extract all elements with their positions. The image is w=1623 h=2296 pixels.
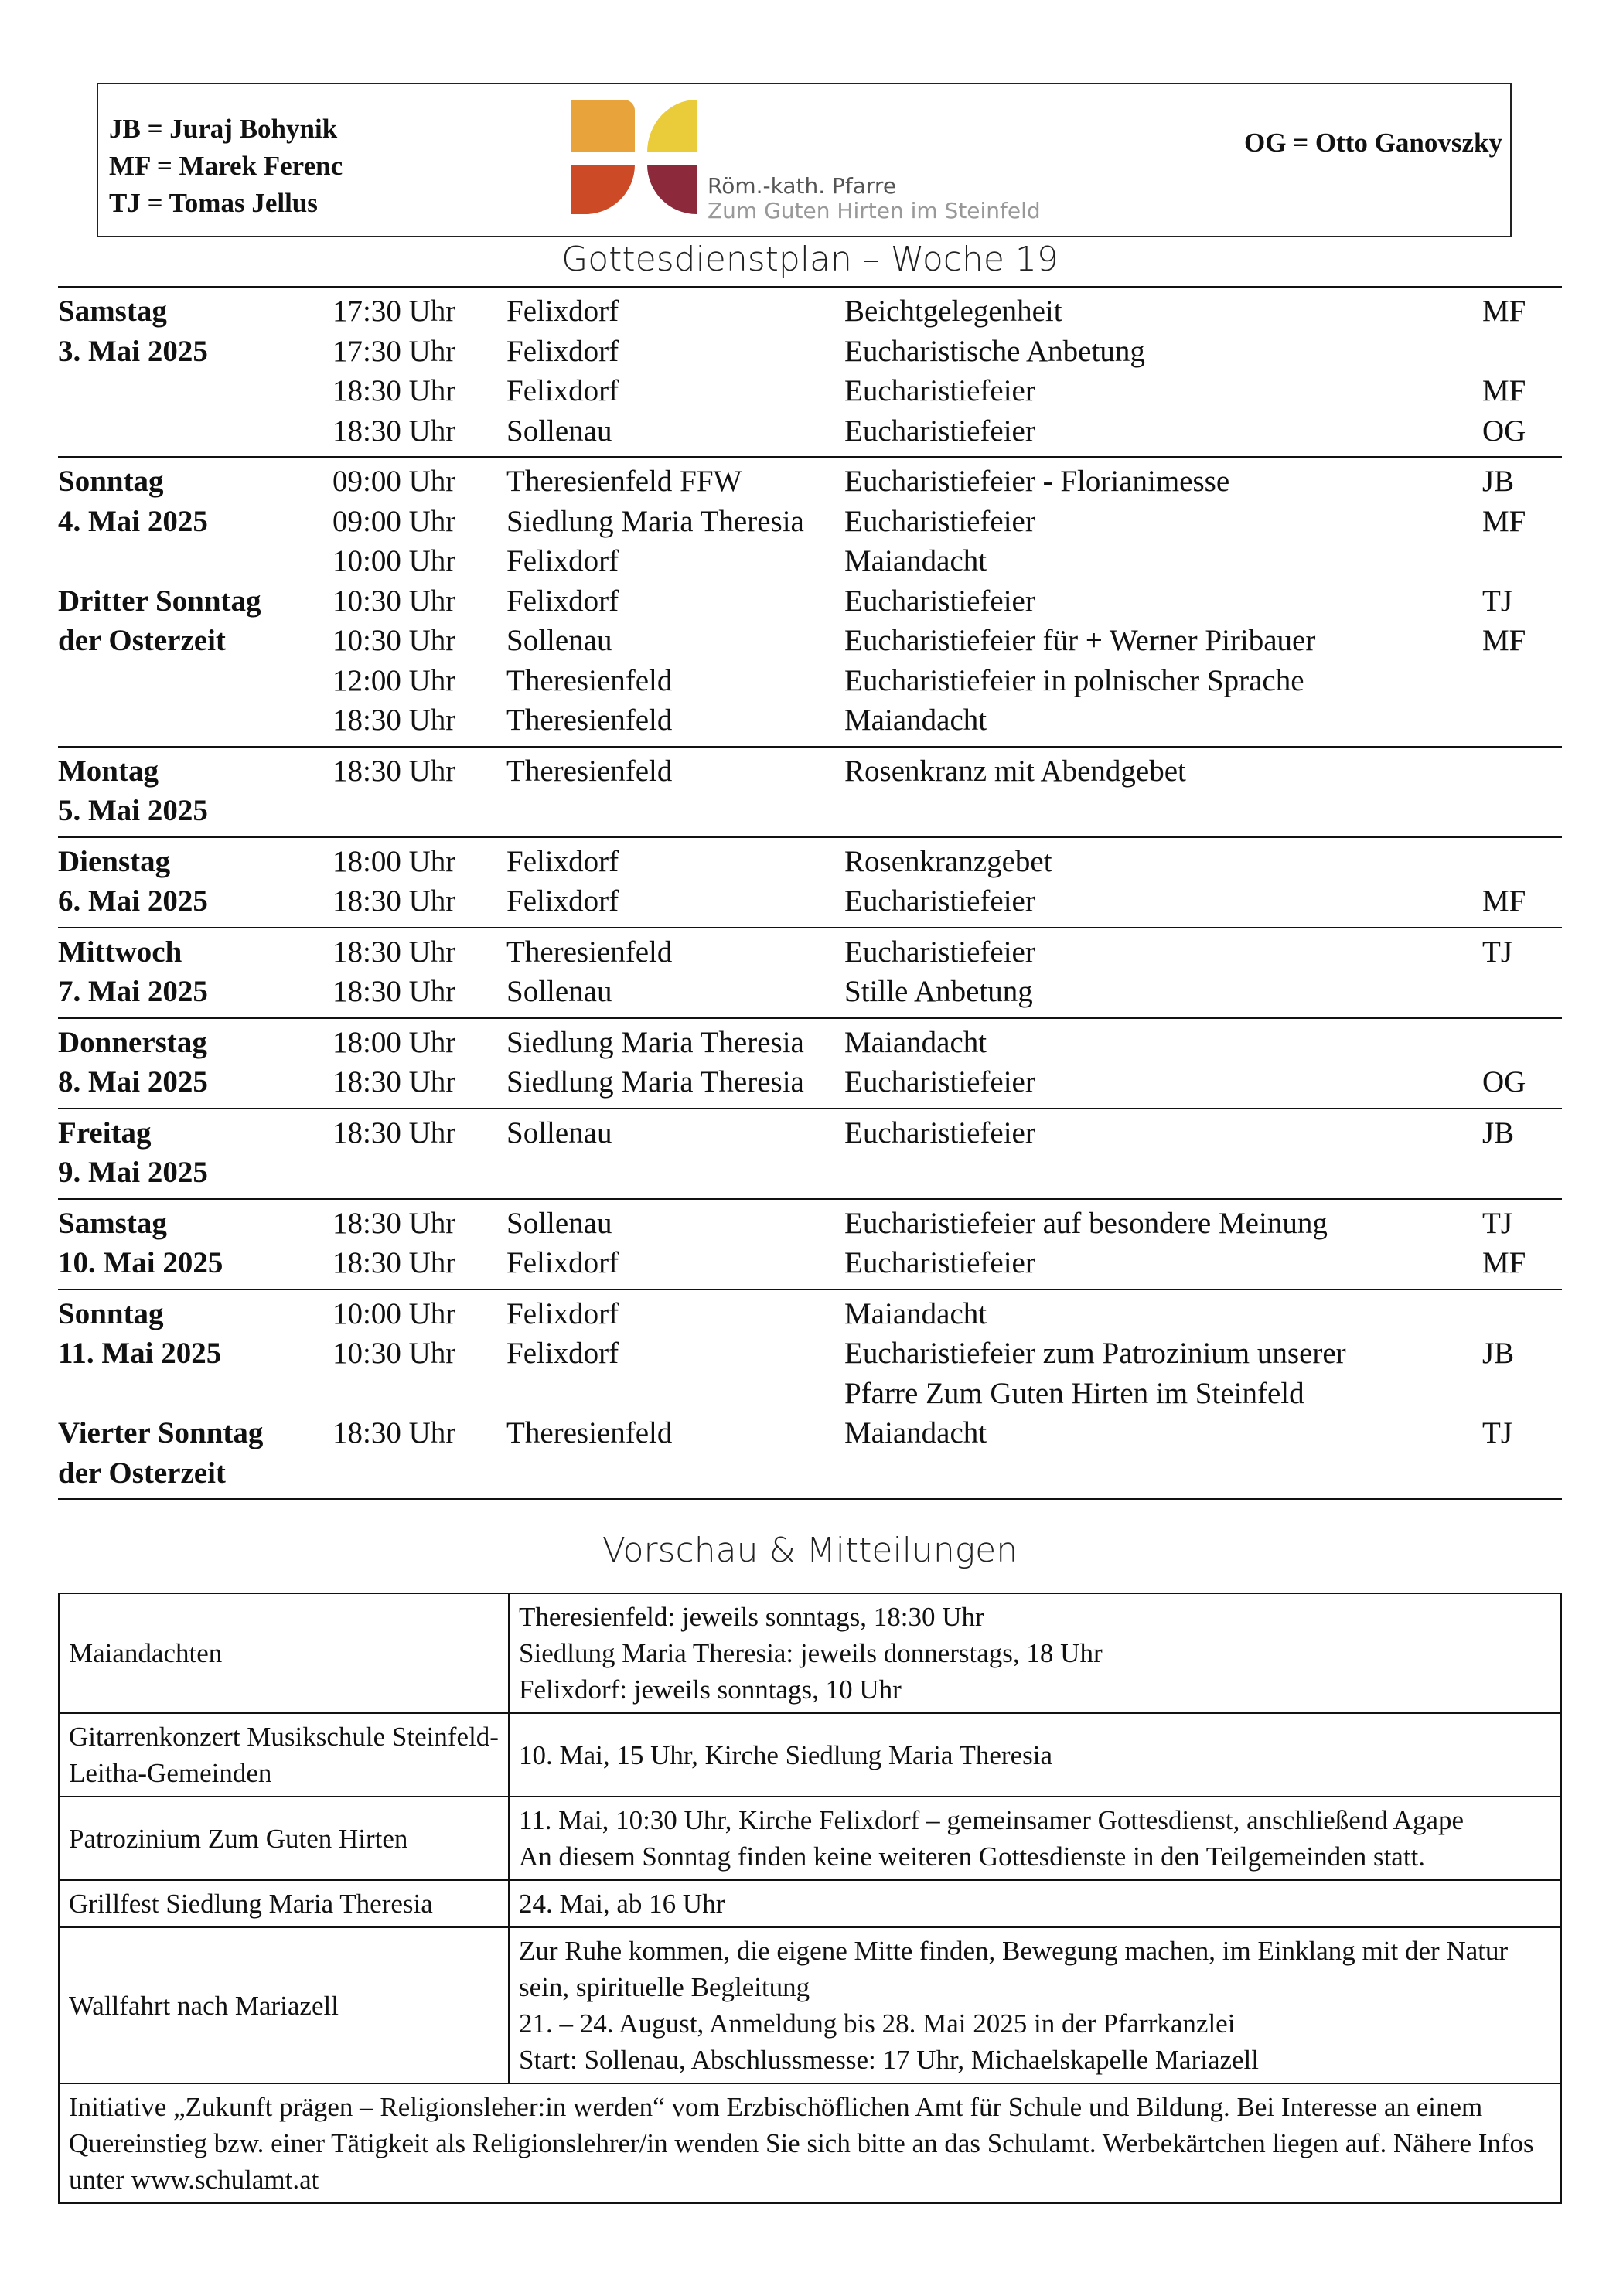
- schedule-row: [58, 334, 1562, 374]
- service-time: 18:30 Uhr: [332, 975, 456, 1008]
- day-label: Vierter Sonntag: [58, 1416, 264, 1449]
- service-description: Eucharistiefeier: [844, 374, 1035, 407]
- day-group: [58, 1290, 1562, 1501]
- service-time: 12:00 Uhr: [332, 663, 456, 697]
- footer-notice-row: [59, 2083, 1561, 2203]
- notice-row: [59, 1797, 1561, 1880]
- schedule-row: [58, 884, 1562, 924]
- notice-line: 11. Mai, 10:30 Uhr, Kirche Felixdorf – gemeinsamer Gottesdienst, anschließend Agape: [519, 1805, 1464, 1835]
- schedule-row: [58, 1336, 1562, 1376]
- celebrant: JB: [1482, 1337, 1515, 1370]
- notice-content: [509, 1713, 1561, 1797]
- day-label: Sonntag: [58, 465, 164, 498]
- day-group: [58, 288, 1562, 458]
- service-place: Siedlung Maria Theresia: [506, 504, 804, 538]
- day-label: 8. Mai 2025: [58, 1065, 208, 1099]
- celebrant: OG: [1482, 414, 1526, 448]
- notice-label: Patrozinium Zum Guten Hirten: [59, 1797, 509, 1880]
- service-description: Eucharistiefeier - Florianimesse: [844, 465, 1230, 498]
- day-group: [58, 1019, 1562, 1109]
- service-description: Maiandacht: [844, 1416, 987, 1449]
- day-group: [58, 1109, 1562, 1200]
- service-place: Theresienfeld FFW: [506, 465, 742, 498]
- schedule-row: [58, 754, 1562, 794]
- service-time: 18:00 Uhr: [332, 1025, 456, 1059]
- service-place: Felixdorf: [506, 1337, 619, 1370]
- service-place: Felixdorf: [506, 584, 619, 618]
- day-label: 5. Mai 2025: [58, 794, 208, 827]
- service-time: 10:30 Uhr: [332, 624, 456, 657]
- day-group: [58, 748, 1562, 838]
- abbreviation-og: OG = Otto Ganovszky: [1244, 128, 1502, 158]
- service-place: Sollenau: [506, 1116, 612, 1150]
- schedule-row: [58, 504, 1562, 544]
- service-description: Maiandacht: [844, 1296, 987, 1330]
- service-place: Felixdorf: [506, 544, 619, 577]
- notice-line: Siedlung Maria Theresia: jeweils donnerstags, 18 Uhr: [519, 1638, 1103, 1668]
- schedule-row: [58, 414, 1562, 454]
- service-time: 18:30 Uhr: [332, 414, 456, 448]
- service-description: Pfarre Zum Guten Hirten im Steinfeld: [844, 1376, 1304, 1410]
- service-time: 18:30 Uhr: [332, 1116, 456, 1150]
- service-time: 09:00 Uhr: [332, 504, 456, 538]
- celebrant: MF: [1482, 884, 1526, 918]
- notices-table: [58, 1593, 1562, 2204]
- day-label: 3. Mai 2025: [58, 334, 208, 368]
- day-group: [58, 1200, 1562, 1290]
- notice-line: Zur Ruhe kommen, die eigene Mitte finden, Bewegung machen, im Einklang mit der Natur sein, spirituelle Begleitung: [519, 1936, 1509, 2002]
- service-schedule: [58, 286, 1562, 1500]
- notice-line: 21. – 24. August, Anmeldung bis 28. Mai 2025 in der Pfarrkanzlei: [519, 2008, 1236, 2039]
- service-description: Eucharistiefeier zum Patrozinium unserer: [844, 1337, 1346, 1370]
- day-label: 10. Mai 2025: [58, 1246, 223, 1279]
- service-place: Theresienfeld: [506, 754, 673, 788]
- notice-content: [509, 1593, 1561, 1713]
- service-description: Eucharistiefeier: [844, 1116, 1035, 1150]
- day-label: Samstag: [58, 295, 167, 328]
- service-description: Eucharistiefeier in polnischer Sprache: [844, 663, 1304, 697]
- service-description: Eucharistiefeier: [844, 584, 1035, 618]
- schedule-row: [58, 935, 1562, 975]
- service-description: Eucharistiefeier: [844, 504, 1035, 538]
- service-time: 18:30 Uhr: [332, 703, 456, 737]
- service-time: 10:00 Uhr: [332, 544, 456, 577]
- logo-block-bottom-left: [571, 165, 635, 214]
- notice-line: 10. Mai, 15 Uhr, Kirche Siedlung Maria Theresia: [519, 1739, 1053, 1770]
- schedule-row: [58, 974, 1562, 1014]
- notices-title: Vorschau & Mitteilungen: [602, 1531, 1018, 1570]
- service-time: 10:30 Uhr: [332, 584, 456, 618]
- abbreviation-jb: JB = Juraj Bohynik: [109, 114, 338, 144]
- day-label: Donnerstag: [58, 1025, 207, 1059]
- schedule-row: [58, 294, 1562, 334]
- service-time: 18:30 Uhr: [332, 1206, 456, 1240]
- celebrant: MF: [1482, 1246, 1526, 1279]
- service-time: 18:30 Uhr: [332, 754, 456, 788]
- day-label: 11. Mai 2025: [58, 1337, 222, 1370]
- notice-label: Grillfest Siedlung Maria Theresia: [59, 1880, 509, 1927]
- service-place: Felixdorf: [506, 1246, 619, 1279]
- service-place: Siedlung Maria Theresia: [506, 1065, 804, 1099]
- service-description: Maiandacht: [844, 1025, 987, 1059]
- day-label: Dritter Sonntag: [58, 584, 261, 618]
- service-time: 10:00 Uhr: [332, 1296, 456, 1330]
- service-place: Siedlung Maria Theresia: [506, 1025, 804, 1059]
- service-description: Eucharistiefeier auf besondere Meinung: [844, 1206, 1328, 1240]
- day-label: 4. Mai 2025: [58, 504, 208, 538]
- schedule-row: [58, 623, 1562, 663]
- schedule-row: [58, 793, 1562, 833]
- service-place: Theresienfeld: [506, 1416, 673, 1449]
- day-group: [58, 458, 1562, 748]
- notice-row: [59, 1927, 1561, 2083]
- schedule-row: [58, 1116, 1562, 1156]
- day-label: Samstag: [58, 1206, 167, 1240]
- service-description: Rosenkranzgebet: [844, 844, 1052, 878]
- schedule-row: [58, 464, 1562, 504]
- celebrant: MF: [1482, 295, 1526, 328]
- abbreviation-mf: MF = Marek Ferenc: [109, 151, 343, 181]
- day-group: [58, 838, 1562, 928]
- notice-row: [59, 1880, 1561, 1927]
- schedule-row: [58, 1065, 1562, 1105]
- service-description: Maiandacht: [844, 703, 987, 737]
- day-label: Dienstag: [58, 844, 171, 878]
- service-time: 18:30 Uhr: [332, 1416, 456, 1449]
- day-label: 7. Mai 2025: [58, 975, 208, 1008]
- service-time: 18:00 Uhr: [332, 844, 456, 878]
- abbreviation-tj: TJ = Tomas Jellus: [109, 188, 318, 218]
- service-time: 17:30 Uhr: [332, 334, 456, 368]
- celebrant: TJ: [1482, 1206, 1512, 1240]
- schedule-row: [58, 584, 1562, 624]
- day-label: 9. Mai 2025: [58, 1156, 208, 1189]
- service-place: Sollenau: [506, 1206, 612, 1240]
- service-place: Sollenau: [506, 975, 612, 1008]
- celebrant: JB: [1482, 465, 1515, 498]
- celebrant: MF: [1482, 374, 1526, 407]
- service-description: Eucharistiefeier: [844, 1065, 1035, 1099]
- parish-logo: [571, 100, 1066, 223]
- service-time: 09:00 Uhr: [332, 465, 456, 498]
- schedule-row: [58, 373, 1562, 414]
- service-time: 18:30 Uhr: [332, 374, 456, 407]
- logo-block-top-left: [571, 100, 635, 152]
- schedule-title: Gottesdienstplan – Woche 19: [561, 240, 1059, 279]
- service-place: Theresienfeld: [506, 663, 673, 697]
- notice-row: [59, 1713, 1561, 1797]
- notice-content: [509, 1797, 1561, 1880]
- schedule-row: [58, 543, 1562, 584]
- day-label: Mittwoch: [58, 935, 182, 969]
- service-place: Sollenau: [506, 414, 612, 448]
- logo-text-line1: Röm.-kath. Pfarre: [708, 173, 897, 199]
- celebrant: TJ: [1482, 935, 1512, 969]
- priest-abbreviations: [109, 111, 343, 222]
- schedule-row: [58, 1025, 1562, 1065]
- service-time: 18:30 Uhr: [332, 935, 456, 969]
- service-place: Theresienfeld: [506, 935, 673, 969]
- service-description: Rosenkranz mit Abendgebet: [844, 754, 1186, 788]
- service-place: Sollenau: [506, 624, 612, 657]
- notice-label: Maiandachten: [59, 1593, 509, 1713]
- notice-row: [59, 1593, 1561, 1713]
- schedule-row: [58, 703, 1562, 743]
- day-label: der Osterzeit: [58, 1456, 226, 1490]
- schedule-row: [58, 1155, 1562, 1195]
- celebrant: TJ: [1482, 1416, 1512, 1449]
- logo-text-line2: Zum Guten Hirten im Steinfeld: [708, 198, 1041, 223]
- service-place: Felixdorf: [506, 334, 619, 368]
- schedule-row: [58, 1376, 1562, 1416]
- service-place: Felixdorf: [506, 884, 619, 918]
- schedule-row: [58, 663, 1562, 703]
- service-description: Eucharistiefeier: [844, 1246, 1035, 1279]
- notice-line: Start: Sollenau, Abschlussmesse: 17 Uhr, Michaelskapelle Mariazell: [519, 2045, 1259, 2075]
- celebrant: TJ: [1482, 584, 1512, 618]
- notice-line: An diesem Sonntag finden keine weiteren Gottesdienste in den Teilgemeinden statt.: [519, 1841, 1426, 1872]
- day-label: Freitag: [58, 1116, 152, 1150]
- service-place: Theresienfeld: [506, 703, 673, 737]
- celebrant: JB: [1482, 1116, 1515, 1150]
- celebrant: MF: [1482, 504, 1526, 538]
- day-label: 6. Mai 2025: [58, 884, 208, 918]
- day-label: Montag: [58, 754, 159, 788]
- service-time: 18:30 Uhr: [332, 1246, 456, 1279]
- footer-notice: Initiative „Zukunft prägen – Religionsleher:in werden“ vom Erzbischöflichen Amt für Schule und Bildung. Bei Interesse an einem Quereinstieg bzw. einer Tätigkeit als Religionslehrer/in wenden Sie sich bitte an das Schulamt. Werbekärtchen liegen auf. Nähere Infos unter www.schulamt.at: [59, 2083, 1561, 2203]
- logo-block-top-right: [647, 100, 697, 152]
- service-time: 17:30 Uhr: [332, 295, 456, 328]
- service-description: Eucharistiefeier: [844, 414, 1035, 448]
- service-time: 18:30 Uhr: [332, 884, 456, 918]
- service-description: Beichtgelegenheit: [844, 295, 1062, 328]
- notice-content: [509, 1880, 1561, 1927]
- notice-label: Gitarrenkonzert Musikschule Steinfeld-Leitha-Gemeinden: [59, 1713, 509, 1797]
- notice-content: [509, 1927, 1561, 2083]
- celebrant: MF: [1482, 624, 1526, 657]
- celebrant: OG: [1482, 1065, 1526, 1099]
- service-place: Felixdorf: [506, 1296, 619, 1330]
- service-description: Eucharistiefeier: [844, 935, 1035, 969]
- service-description: Eucharistische Anbetung: [844, 334, 1145, 368]
- schedule-row: [58, 1206, 1562, 1246]
- service-description: Maiandacht: [844, 544, 987, 577]
- schedule-row: [58, 844, 1562, 884]
- service-description: Stille Anbetung: [844, 975, 1033, 1008]
- service-description: Eucharistiefeier: [844, 884, 1035, 918]
- header-box: [97, 83, 1512, 237]
- notice-line: Felixdorf: jeweils sonntags, 10 Uhr: [519, 1674, 902, 1705]
- schedule-row: [58, 1456, 1562, 1496]
- day-label: der Osterzeit: [58, 624, 226, 657]
- notice-line: Theresienfeld: jeweils sonntags, 18:30 Uhr: [519, 1602, 984, 1632]
- day-group: [58, 928, 1562, 1019]
- notice-line: 24. Mai, ab 16 Uhr: [519, 1889, 725, 1919]
- service-description: Eucharistiefeier für + Werner Piribauer: [844, 624, 1316, 657]
- service-place: Felixdorf: [506, 844, 619, 878]
- schedule-row: [58, 1296, 1562, 1337]
- service-place: Felixdorf: [506, 295, 619, 328]
- service-time: 18:30 Uhr: [332, 1065, 456, 1099]
- day-label: Sonntag: [58, 1296, 164, 1330]
- schedule-row: [58, 1245, 1562, 1286]
- service-time: 10:30 Uhr: [332, 1337, 456, 1370]
- notice-label: Wallfahrt nach Mariazell: [59, 1927, 509, 2083]
- service-place: Felixdorf: [506, 374, 619, 407]
- logo-block-bottom-right: [647, 165, 697, 214]
- schedule-row: [58, 1415, 1562, 1456]
